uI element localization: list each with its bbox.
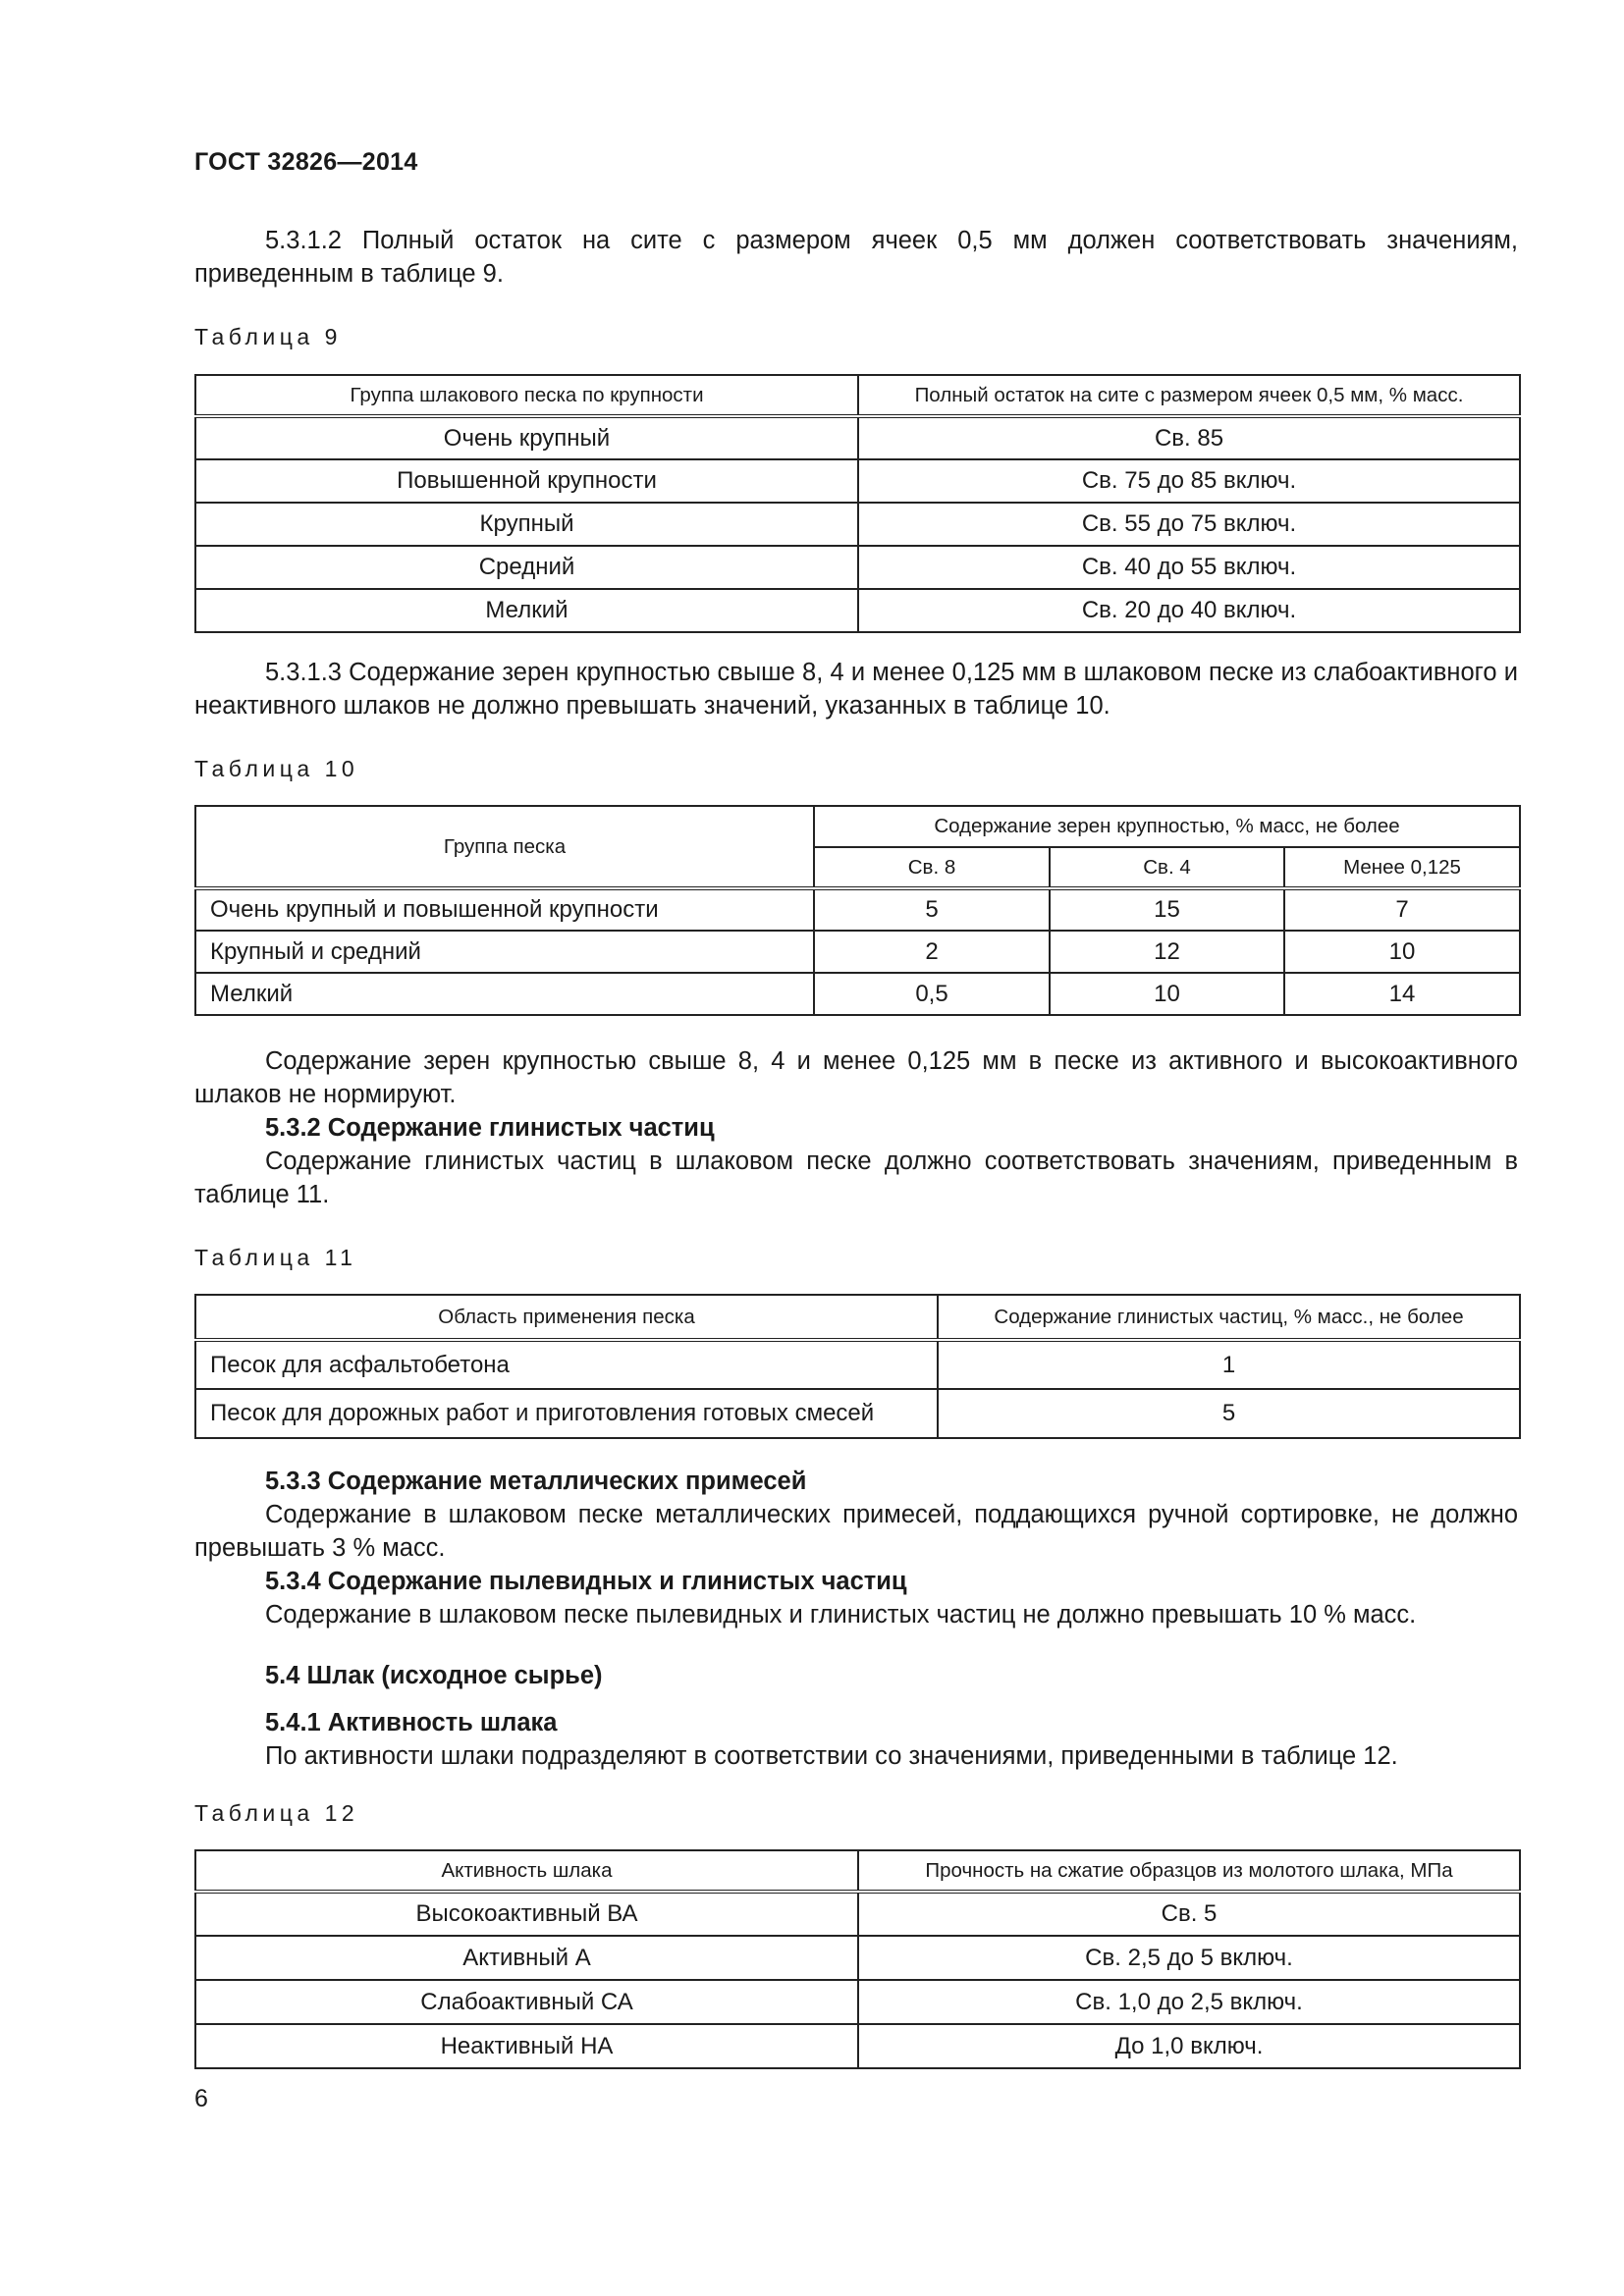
paragraph-5-3-3: Содержание в шлаковом песке металлических примесей, поддающихся ручной сортировке, не должно превышать 3 % масс. bbox=[194, 1501, 1518, 1562]
table-header-cell: Прочность на сжатие образцов из молотого шлака, МПа bbox=[858, 1850, 1520, 1892]
paragraph-after-table-10: Содержание зерен крупностью свыше 8, 4 и менее 0,125 мм в песке из активного и высокоактивного шлаков не нормируют. bbox=[194, 1047, 1518, 1108]
table-row bbox=[195, 931, 1520, 973]
table-cell: Песок для асфальтобетона bbox=[195, 1340, 938, 1389]
table-cell: 14 bbox=[1284, 973, 1520, 1015]
paragraph-5-3-4: Содержание в шлаковом песке пылевидных и глинистых частиц не должно превышать 10 % масс. bbox=[265, 1601, 1417, 1629]
table-cell: Высокоактивный ВА bbox=[195, 1892, 858, 1936]
table-header-cell: Св. 8 bbox=[814, 847, 1050, 888]
table-cell: Неактивный НА bbox=[195, 2024, 858, 2068]
section-heading-5-3-3: 5.3.3 Содержание металлических примесей bbox=[265, 1468, 807, 1495]
section-heading-5-4: 5.4 Шлак (исходное сырье) bbox=[265, 1662, 603, 1689]
table-10 bbox=[194, 805, 1521, 1016]
table-cell: Св. 1,0 до 2,5 включ. bbox=[858, 1980, 1520, 2024]
table-cell: Св. 40 до 55 включ. bbox=[858, 546, 1520, 589]
table-9 bbox=[194, 374, 1521, 633]
table-cell: 5 bbox=[938, 1389, 1520, 1438]
table-cell: 0,5 bbox=[814, 973, 1050, 1015]
table-row bbox=[195, 459, 1520, 503]
table-cell: Мелкий bbox=[195, 973, 814, 1015]
table-cell: 12 bbox=[1050, 931, 1284, 973]
paragraph-5-3-1-3: 5.3.1.3 Содержание зерен крупностью свыше 8, 4 и менее 0,125 мм в шлаковом песке из слабоактивного и неактивного шлаков не должно превышать значений, указанных в таблице 10. bbox=[194, 659, 1518, 720]
table-cell: Активный А bbox=[195, 1936, 858, 1980]
table-cell: Св. 5 bbox=[858, 1892, 1520, 1936]
table-12-caption: Таблица 12 bbox=[194, 1800, 359, 1826]
table-cell: Св. 2,5 до 5 включ. bbox=[858, 1936, 1520, 1980]
section-heading-5-3-2: 5.3.2 Содержание глинистых частиц bbox=[265, 1114, 715, 1142]
table-cell: 10 bbox=[1050, 973, 1284, 1015]
section-heading-5-4-1: 5.4.1 Активность шлака bbox=[265, 1709, 558, 1736]
table-10-caption: Таблица 10 bbox=[194, 756, 359, 781]
table-header-cell: Область применения песка bbox=[195, 1295, 938, 1340]
table-row bbox=[195, 888, 1520, 931]
table-header-cell: Полный остаток на сите с размером ячеек 0,5 мм, % масс. bbox=[858, 375, 1520, 416]
paragraph-5-3-1-2: 5.3.1.2 Полный остаток на сите с размером ячеек 0,5 мм должен соответствовать значениям, приведенным в таблице 9. bbox=[194, 227, 1518, 288]
table-cell: 2 bbox=[814, 931, 1050, 973]
table-row bbox=[195, 589, 1520, 632]
table-cell: 5 bbox=[814, 888, 1050, 931]
table-row bbox=[195, 973, 1520, 1015]
table-row bbox=[195, 416, 1520, 459]
table-cell: Крупный и средний bbox=[195, 931, 814, 973]
table-header-cell: Группа шлакового песка по крупности bbox=[195, 375, 858, 416]
table-cell: Св. 55 до 75 включ. bbox=[858, 503, 1520, 546]
table-row bbox=[195, 503, 1520, 546]
table-row bbox=[195, 546, 1520, 589]
table-row bbox=[195, 1892, 1520, 1936]
table-cell: Повышенной крупности bbox=[195, 459, 858, 503]
table-header-cell: Активность шлака bbox=[195, 1850, 858, 1892]
table-12 bbox=[194, 1849, 1521, 2069]
table-header-cell: Содержание глинистых частиц, % масс., не более bbox=[938, 1295, 1520, 1340]
table-cell: Очень крупный bbox=[195, 416, 858, 459]
table-cell: Св. 85 bbox=[858, 416, 1520, 459]
table-cell: До 1,0 включ. bbox=[858, 2024, 1520, 2068]
table-cell: Очень крупный и повышенной крупности bbox=[195, 888, 814, 931]
page-number: 6 bbox=[194, 2085, 208, 2112]
table-row bbox=[195, 1389, 1520, 1438]
table-row bbox=[195, 1936, 1520, 1980]
table-11 bbox=[194, 1294, 1521, 1439]
table-cell: 7 bbox=[1284, 888, 1520, 931]
table-cell: Средний bbox=[195, 546, 858, 589]
table-row bbox=[195, 2024, 1520, 2068]
paragraph-5-4-1: По активности шлаки подразделяют в соответствии со значениями, приведенными в таблице 12. bbox=[265, 1742, 1398, 1770]
table-11-caption: Таблица 11 bbox=[194, 1245, 357, 1270]
table-9-caption: Таблица 9 bbox=[194, 324, 342, 349]
table-header-cell: Группа песка bbox=[195, 806, 814, 888]
paragraph-5-3-2: Содержание глинистых частиц в шлаковом песке должно соответствовать значениям, приведенным в таблице 11. bbox=[194, 1148, 1518, 1208]
table-cell: Мелкий bbox=[195, 589, 858, 632]
table-header-cell: Менее 0,125 bbox=[1284, 847, 1520, 888]
table-row bbox=[195, 1340, 1520, 1389]
table-header-cell: Содержание зерен крупностью, % масс, не более bbox=[814, 806, 1520, 847]
section-heading-5-3-4: 5.3.4 Содержание пылевидных и глинистых частиц bbox=[265, 1568, 907, 1595]
table-cell: Крупный bbox=[195, 503, 858, 546]
table-cell: Св. 75 до 85 включ. bbox=[858, 459, 1520, 503]
table-cell: Св. 20 до 40 включ. bbox=[858, 589, 1520, 632]
table-cell: 10 bbox=[1284, 931, 1520, 973]
table-cell: Слабоактивный СА bbox=[195, 1980, 858, 2024]
table-cell: Песок для дорожных работ и приготовления готовых смесей bbox=[195, 1389, 938, 1438]
table-cell: 15 bbox=[1050, 888, 1284, 931]
table-row bbox=[195, 1980, 1520, 2024]
table-cell: 1 bbox=[938, 1340, 1520, 1389]
table-header-cell: Св. 4 bbox=[1050, 847, 1284, 888]
document-id-header: ГОСТ 32826—2014 bbox=[194, 148, 418, 176]
